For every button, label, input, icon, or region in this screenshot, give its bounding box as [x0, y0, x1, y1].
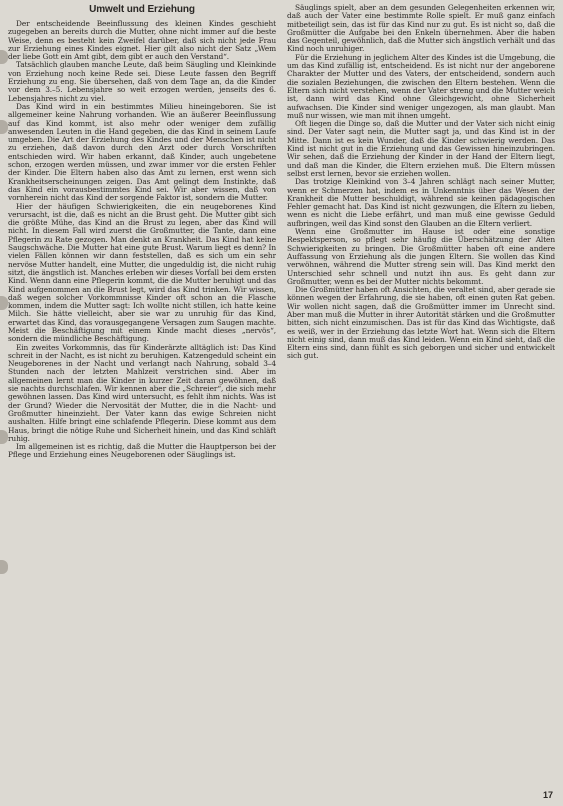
- paragraph: Oft liegen die Dinge so, daß die Mutter und der Vater sich nicht einig sind. Der Vater sagt nein, die Mutter sagt ja, und das Kind ist in der Mitte. Dann ist es kein Wunder, daß die Kinder schwierig werden. Das Kind ist nicht gut in die Erziehung und das Gewissen hineinzubringen. Wir sehen, daß die Erziehung der Kinder in der Hand der Eltern liegt, und daß man die Kinder, die Eltern erziehen muß. Die Eltern müssen selbst erst lernen, bevor sie erziehen wollen.: [287, 119, 555, 178]
- page-number: 17: [542, 790, 553, 800]
- paragraph: Tatsächlich glauben manche Leute, daß beim Säugling und Kleinkinde von Erziehung noch keine Rede sei. Diese Leute fassen den Begriff Erziehung zu eng. Sie übersehen, daß von dem Tage an, da die Kinder vor dem 3.–5. Lebensjahre so weit erzogen werden, jenseits des 6. Lebensjahres nicht zu viel.: [8, 60, 276, 103]
- paragraph: Hier der häufigen Schwierigkeiten, die ein neugeborenes Kind verursacht, ist die, daß es nicht an die Brust geht. Die Mutter gibt sich die größte Mühe, das Kind an die Brust zu legen, aber das Kind will nicht. In diesem Fall wird zuerst die Großmutter, die Tante, dann eine Pflegerin zu Rate gezogen. Man denkt an Krankheit. Das Kind hat keine Saugschwäche. Die Mutter hat eine gute Brust. Warum liegt es denn? In vielen Fällen können wir dann feststellen, daß es sich um ein sehr nervöse Mutter handelt, eine Mutter, die ungeduldig ist, die nicht ruhig sitzt, die ängstlich ist. Manches erleben wir dieses Vorfall bei dem ersten Kind. Wenn dann eine Pflegerin kommt, die die Mutter beruhigt und das Kind aufgenommen an die Brust legt, wird das Kind trinken. Wir wissen, daß wegen solcher Vorkommnisse Kinder oft schon an die Flasche kommen, indem die Mutter sagt: Ich wollte nicht stillen, ich hatte keine Milch. Sie hätte vielleicht, aber sie war zu unruhig für das Kind, erwartet das Kind, das vorausgegangene Versagen zum Saugen machte. Meist die Beschäftigung mit einem Kinde macht dieses „nervös“, sondern die mündliche Beschäftigung.: [8, 201, 276, 344]
- paragraph: Ein zweites Vorkommnis, das für Kinderärzte alltäglich ist: Das Kind schreit in der Nacht, es ist nicht zu beruhigen. Katzengeduld scheint ein Neugeborenes in der Nacht und verlangt nach Nahrung, sobald 3–4 Stunden nach der letzten Mahlzeit verstrichen sind. Aber im allgemeinen lernt man die Kinder in kurzer Zeit daran gewöhnen, daß sie nachts durchschlafen. Wir kennen aber die „Schreier“, die sich mehr gewöhnen lassen. Das Kind wird untersucht, es fehlt ihm nichts. Was ist der Grund? Wieder die Nervosität der Mutter, die in die Nacht- und Großmutter hineinzieht. Der Vater kann das ewige Schreien nicht aushalten. Hilfe bringt eine schlafende Pflegerin. Diese kommt aus dem Haus, bringt die nötige Ruhe und Sicherheit hinein, und das Kind schläft ruhig.: [8, 342, 276, 443]
- paragraph: Der entscheidende Beeinflussung des kleinen Kindes geschieht zugegeben an bereits durch die Mutter, ohne nicht immer auf die beste Weise, denn es besteht kein Zweifel darüber, daß sich nicht jede Frau zur Erziehung eines Kindes eignet. Hier gilt also nicht der Satz „Wem der liebe Gott ein Amt gibt, dem gibt er auch den Verstand“.: [8, 19, 276, 62]
- paragraph: Wenn eine Großmutter im Hause ist oder eine sonstige Respektsperson, so pflegt sehr häufig die Überschätzung der Alten Schwierigkeiten zu bringen. Die Großmütter haben oft eine andere Auffassung von Erziehung als die jungen Eltern. Sie wollen das Kind verwöhnen, während die Mutter streng sein will. Das Kind merkt den Unterschied sehr schnell und nutzt ihn aus. Es geht dann zur Großmutter, wenn es bei der Mutter nichts bekommt.: [287, 227, 555, 286]
- page-edge-stain: [0, 430, 8, 444]
- left-column: [8, 4, 276, 784]
- paragraph: Säuglings spielt, aber an dem gesunden Gelegenheiten erkennen wir, daß auch der Vater eine bestimmte Rolle spielt. Er muß ganz einfach mitbeteiligt sein, das ist für das Kind nur zu gut. Es ist nicht so, daß die Großmütter die Aufgabe bei den Enkeln übernehmen. Aber die haben das Gegenteil, gewöhnlich, daß die Mutter sich ängstlich verhält und das Kind noch unruhiger.: [287, 4, 555, 54]
- paragraph: Für die Erziehung in jeglichem Alter des Kindes ist die Umgebung, die um das Kind zufällig ist, entscheidend. Es ist nicht nur der angeborene Charakter der Mutter und des Vaters, der entscheidend, sondern auch die sozialen Beziehungen, die zwischen den Eltern bestehen. Wenn die Eltern sich nicht verstehen, wenn der Vater streng und die Mutter weich ist, dann wird das Kind ohne Gleichgewicht, ohne Sicherheit aufwachsen. Die Kinder sind weniger ungezogen, als man glaubt. Man muß nur wissen, wie man mit ihnen umgeht.: [287, 52, 555, 120]
- article-title: Umwelt und Erziehung: [89, 4, 195, 15]
- paragraph: Im allgemeinen ist es richtig, daß die Mutter die Hauptperson bei der Pflege und Erziehung eines Neugeborenen oder Säuglings ist.: [8, 442, 276, 460]
- paragraph: Die Großmütter haben oft Ansichten, die veraltet sind, aber gerade sie können wegen der Erfahrung, die sie haben, oft einen guten Rat geben. Wir wollen nicht sagen, daß die Großmütter immer im Unrecht sind. Aber man muß die Mutter in ihrer Autorität stärken und die Großmutter bitten, sich nicht einzumischen. Das ist für das Kind das Wichtigste, daß es weiß, wer in der Erziehung das letzte Wort hat. Wenn sich die Eltern nicht einig sind, dann muß das Kind leiden. Wenn ein Kind sieht, daß die Eltern eins sind, dann fühlt es sich geborgen und sicher und entwickelt sich gut.: [287, 285, 555, 361]
- paragraph: Das Kind wird in ein bestimmtes Milieu hineingeboren. Sie ist allgemeiner keine Nahrung vorhanden. Wie an äußerer Beeinflussung auf das Kind kommt, ist also mehr oder weniger dem zufällig anwesenden Leuten in die Hand gegeben, die das Kind in seinem Laufe umgeben. Die Art der Erziehung des Kindes und der Menschen ist nicht zu erziehen, daß davon durch den Arzt oder durch Vorschriften entschieden wird. Wir haben erkannt, daß Kinder, auch ungebetene schon, erzogen werden müssen, und zwar immer vor die ersten Fehler der Kinder. Die Eltern haben also das Amt zu lernen, erst wenn sich Krankheitserscheinungen zeigen. Das Amt gelingt dem Instinkte, daß das Kind ein vorausbestimmtes Kind sei. Wir aber wissen, daß von vornherein nicht das Kind der sorgende Faktor ist, sondern die Mutter.: [8, 101, 276, 203]
- right-column: [287, 4, 555, 784]
- page-edge-stain: [0, 120, 8, 134]
- paragraph: Das trotzige Kleinkind von 3–4 Jahren schlägt nach seiner Mutter, wenn er Schmerzen hat, indem es in Unkenntnis über das Wesen der Krankheit die Mutter beschuldigt, während sie keinen pädagogischen Fehler gemacht hat. Das Kind ist nicht gezwungen, die Eltern zu lieben, wenn es nicht die Liebe erfährt, und man muß eine gewisse Geduld aufbringen, weil das Kind sonst den Glauben an die Eltern verliert.: [287, 177, 555, 228]
- page-edge-stain: [0, 50, 8, 64]
- page-edge-stain: [0, 560, 8, 574]
- page-edge-stain: [0, 296, 8, 310]
